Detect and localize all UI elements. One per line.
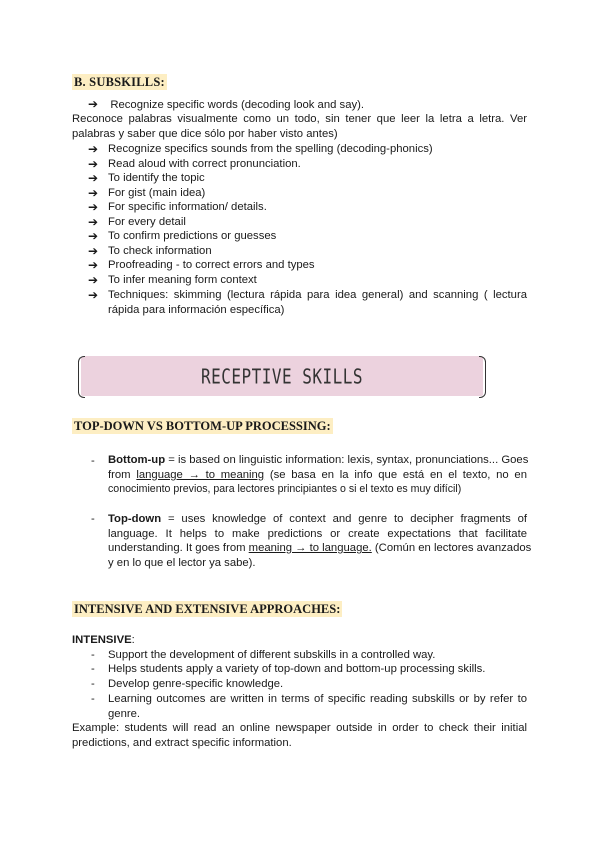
arrow-icon: ➔ [88, 97, 99, 111]
arrow-icon: ➔ [88, 288, 99, 302]
banner-title: RECEPTIVE SKILLS [200, 364, 364, 389]
list-item: ➔ To check information [88, 243, 212, 258]
receptive-skills-banner [81, 356, 483, 396]
dash-bullet: - [91, 649, 95, 661]
list-item: ➔ For gist (main idea) [88, 185, 206, 200]
processing-heading: TOP-DOWN VS BOTTOM-UP PROCESSING: [74, 419, 331, 433]
example-paragraph: Example: students will read an online newspaper outside in order to check their initial predictions, and extract specific information. [72, 722, 527, 749]
arrow-icon: ➔ [88, 272, 99, 287]
dash-bullet: - [91, 513, 95, 525]
meaning-to-language-underlined: meaning → to language. [248, 542, 372, 555]
paragraph-line: Reconoce palabras visualmente como un todo, sin tener que leer la letra a letra. Ver [72, 113, 527, 125]
list-item: Support the development of different subskills in a controlled way. [108, 649, 436, 661]
list-item: ➔ Recognize specifics sounds from the spelling (decoding-phonics) [88, 142, 433, 156]
language-to-meaning-underlined: language → to meaning [136, 468, 265, 481]
list-item: Helps students apply a variety of top-down and bottom-up processing skills. [108, 663, 486, 675]
dash-bullet: - [91, 678, 95, 690]
arrow-icon: ➔ [88, 243, 99, 258]
approaches-heading: INTENSIVE AND EXTENSIVE APPROACHES: [74, 602, 341, 616]
techniques-item: Techniques: skimming (lectura rápida para idea general) and scanning ( lectura rápida para información específica) [108, 289, 527, 316]
arrow-icon: ➔ [88, 214, 99, 229]
list-item: Develop genre-specific knowledge. [108, 678, 284, 690]
list-item: ➔ Proofreading - to correct errors and types [88, 258, 315, 273]
top-down-term: Top-down [108, 513, 162, 525]
intensive-label: INTENSIVE: [72, 634, 135, 646]
arrow-icon: ➔ [88, 229, 99, 244]
paragraph-line: palabras y saber que dice sólo por haber visto antes) [72, 127, 338, 140]
list-item: ➔ To identify the topic [88, 171, 205, 186]
subskills-first-item: ➔ Recognize specific words (decoding look and say). [88, 97, 365, 111]
top-down-item: Top-down = uses knowledge of context and genre to decipher fragments of language. It helps to make predictions or create expectations that facilitate understanding. It goes from meaning → to language. (Común en lectores avanzados y en lo que el lector ya sabe). [108, 513, 532, 569]
arrow-icon: ➔ [88, 200, 99, 215]
list-item: ➔ To infer meaning form context [88, 272, 257, 287]
dash-bullet: - [91, 693, 95, 705]
bottom-up-item: Bottom-up = is based on linguistic information: lexis, syntax, pronunciations... Goes from language → to meaning (se basa en la info que está en el texto, no en conocimiento previos, para lectores principiantes o si el texto es muy difícil) [108, 454, 529, 496]
bottom-up-term: Bottom-up [108, 454, 166, 466]
arrow-icon: ➔ [88, 258, 99, 273]
subskills-list [88, 142, 528, 287]
subskills-paragraph [72, 112, 527, 141]
arrow-icon: ➔ [88, 171, 99, 186]
list-item: ➔ To confirm predictions or guesses [88, 229, 277, 244]
list-item: ➔ For specific information/ details. [88, 200, 267, 215]
arrow-icon: ➔ [88, 142, 99, 156]
list-item: ➔ Read aloud with correct pronunciation. [88, 156, 301, 171]
dash-bullet: - [91, 663, 95, 675]
dash-bullet: - [91, 455, 95, 467]
arrow-icon: ➔ [88, 185, 99, 200]
list-item: Learning outcomes are written in terms of specific reading subskills or by refer to genre. [108, 693, 527, 720]
arrow-icon: ➔ [88, 156, 99, 171]
list-item: ➔ For every detail [88, 214, 186, 229]
subskills-heading: B. SUBSKILLS: [74, 75, 165, 89]
